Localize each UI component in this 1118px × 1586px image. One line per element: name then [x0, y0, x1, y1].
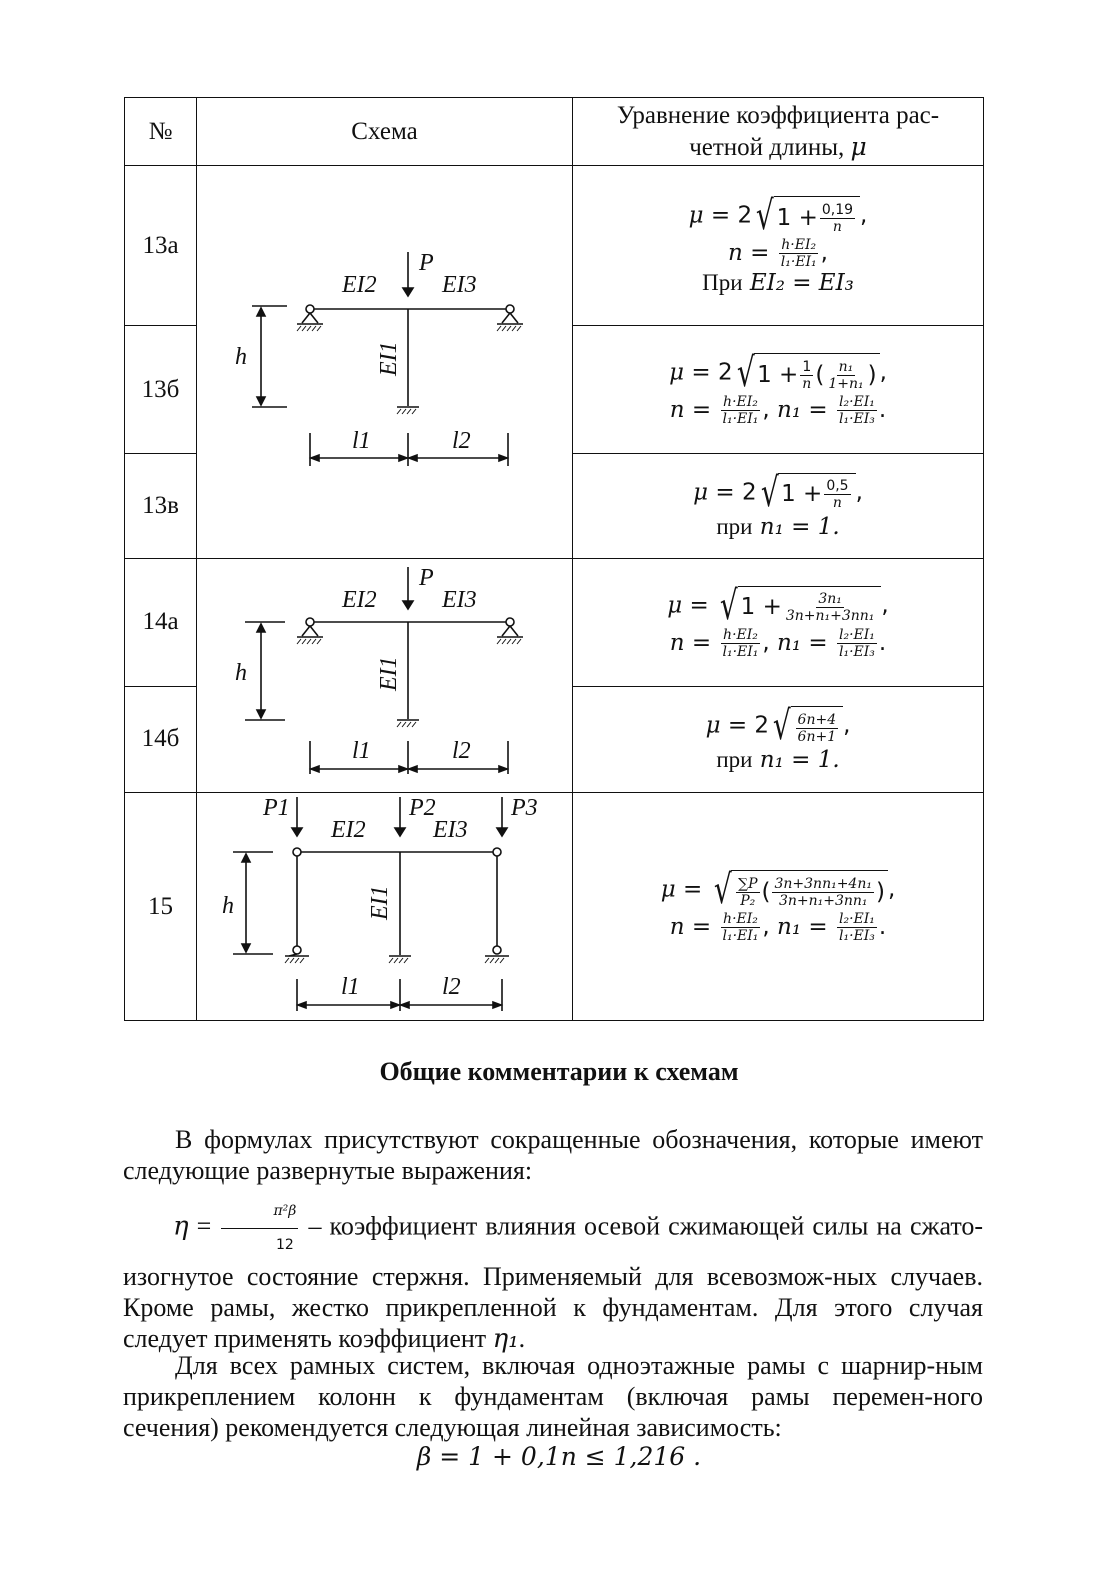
label-EI1: EI1: [376, 656, 402, 691]
label-h: h: [235, 344, 247, 370]
formula-13v: μ = 2 √ 1 + $\frac{0,5}{n}$ , при n₁ = 1.: [573, 453, 984, 558]
scheme-13: [197, 166, 573, 559]
table-row: [125, 166, 984, 326]
formula-14a: μ = √ 1 + $\frac{\text{3n₁}}{\text{3n+n₁+3nn₁}}$ , n = $\frac{\text{h·EI₂}}{\text{l₁·EI₁}}$ , n₁ = $\frac{\text{l₂·EI₁}}{\text{l₁·EI₃}}$ .: [573, 559, 984, 687]
label-P: P: [419, 565, 434, 591]
label-EI1: EI1: [376, 341, 402, 376]
scheme-table: [124, 97, 984, 1021]
label-l1: l1: [352, 738, 371, 764]
label-EI2: EI2: [342, 272, 377, 298]
header-equation: Уравнение коэффициента рас- четной длины, μ: [573, 98, 984, 166]
header-scheme: Схема: [197, 98, 573, 166]
label-P2: P2: [409, 795, 436, 821]
table-header-row: [125, 98, 984, 166]
label-l1: l1: [341, 974, 360, 1000]
label-l2: l2: [452, 428, 471, 454]
label-P1: P1: [263, 795, 290, 821]
formula-13a: μ = 2 √ 1 + $\frac{0,19}{n}$ , n = $\frac{\text{h·EI₂}}{\text{l₁·EI₁}}$ , При EI₂ = EI₃: [573, 166, 984, 326]
label-l2: l2: [452, 738, 471, 764]
frame-diagram-13: [197, 166, 573, 558]
row-id: 13б: [125, 326, 197, 453]
paragraph-3: Для всех рамных систем, включая одноэтажные рамы с шарнир-ным прикреплением колонн к фундаментам (включая рамы перемен-ного сечения) рекомендуется следующая линейная зависимость:: [123, 1351, 983, 1442]
formula-13b: μ = 2 √ 1 + $\frac{1}{n}$ ( $\frac{\text{n₁}}{\text{1+n₁}}$ ) , n = $\frac{\text{h·EI₂}}{\text{l₁·EI₁}}$ , n₁ = $\frac{\text{l₂·EI₁}}{\text{l₁·EI₃}}$ .: [573, 326, 984, 453]
label-EI1: EI1: [367, 885, 393, 920]
table-row: [125, 559, 984, 687]
label-EI3: EI3: [442, 587, 477, 613]
label-EI3: EI3: [433, 817, 468, 843]
scheme-14: [197, 559, 573, 793]
paragraph-1: В формулах присутствуют сокращенные обозначения, которые имеют следующие развернутые выражения:: [123, 1125, 983, 1185]
paragraph-2: η = $\frac{\text{π²β}}{12}$ – коэффициент влияния осевой сжимающей силы на сжато-изогнутое состояние стержня. Применяемый для всевозмож-ных случаев. Кроме рамы, жестко прикрепленной к фундаментам. Для этого случая следует применять коэффициент η₁.: [123, 1196, 983, 1355]
frame-diagram-15: [197, 793, 573, 1020]
table-row: [125, 793, 984, 1021]
label-EI2: EI2: [331, 817, 366, 843]
row-id: 15: [125, 793, 197, 1021]
frame-diagram-14: [197, 559, 573, 792]
formula-14b: μ = 2 √ $\frac{6n+4}{6n+1}$ , при n₁ = 1.: [573, 686, 984, 792]
label-P: P: [419, 250, 434, 276]
label-h: h: [235, 660, 247, 686]
label-EI3: EI3: [442, 272, 477, 298]
scheme-15: [197, 793, 573, 1021]
label-l1: l1: [352, 428, 371, 454]
section-heading: Общие комментарии к схемам: [379, 1057, 739, 1086]
label-l2: l2: [442, 974, 461, 1000]
label-P3: P3: [511, 795, 538, 821]
label-h: h: [222, 893, 234, 919]
beta-formula: β = 1 + 0,1n ≤ 1,216 .: [416, 1442, 702, 1471]
row-id: 14а: [125, 559, 197, 687]
row-id: 14б: [125, 686, 197, 792]
header-num: №: [125, 98, 197, 166]
row-id: 13в: [125, 453, 197, 558]
formula-15: μ = √ $\frac{\sum P}{\text{P₂}}$ ( $\frac{\text{3n+3nn₁+4n₁}}{\text{3n+n₁+3nn₁}}$ ) , n = $\frac{\text{h·EI₂}}{\text{l₁·EI₁}}$ , n₁ = $\frac{\text{l₂·EI₁}}{\text{l₁·EI₃}}$ .: [573, 793, 984, 1021]
label-EI2: EI2: [342, 587, 377, 613]
row-id: 13а: [125, 166, 197, 326]
